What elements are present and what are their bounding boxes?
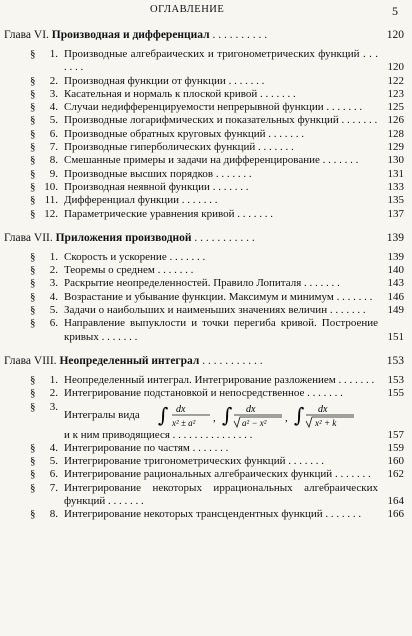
- section-sign: §: [30, 101, 36, 114]
- entry-page: 151: [387, 330, 404, 343]
- toc-entry[interactable]: [0, 442, 412, 455]
- svg-text:,: ,: [285, 411, 288, 424]
- entry-text: Случаи недифференцируемости непрерывной функции: [64, 101, 324, 114]
- entry-text: Параметрические уравнения кривой: [64, 207, 235, 220]
- toc-entry[interactable]: [0, 317, 412, 344]
- entry-text: Теоремы о среднем: [64, 264, 155, 277]
- entry-page: 133: [387, 180, 404, 193]
- entry-number: 9.: [49, 167, 58, 180]
- entry-text-wrap: Возрастание и убывание функции. Максимум и минимум . . . . . . .: [64, 290, 373, 303]
- entry-text-wrap: Неопределенный интеграл. Интегрирование разложением . . . . . . .: [64, 373, 375, 386]
- section-sign: §: [30, 250, 36, 263]
- section-sign: §: [30, 455, 36, 468]
- entry-page: 129: [387, 141, 404, 154]
- fraction-numerator: dx: [246, 403, 256, 415]
- toc-entry[interactable]: [0, 468, 412, 481]
- section-sign: §: [30, 194, 36, 207]
- section-sign: §: [30, 127, 36, 140]
- fraction-denominator: x² + k: [315, 417, 337, 428]
- toc-entry[interactable]: [0, 168, 412, 181]
- entry-number: 11.: [44, 194, 58, 207]
- section-sign: §: [30, 304, 36, 317]
- entry-page: 122: [387, 74, 404, 87]
- entry-text: Раскрытие неопределенностей. Правило Лопиталя: [64, 277, 302, 290]
- svg-text:∫: ∫: [158, 402, 169, 427]
- entry-number: 3.: [49, 400, 58, 413]
- entry-text: Задачи о наибольших и наименьших значениях величин: [64, 304, 328, 317]
- entry-text-wrap: Производные алгебраических и тригонометрических функций . . . . . . .: [64, 48, 379, 74]
- entry-text-wrap: Скорость и ускорение . . . . . . .: [64, 250, 206, 263]
- entry-number: 4.: [49, 290, 58, 303]
- entry-text-wrap: Смешанные примеры и задачи на дифференцирование . . . . . . .: [64, 154, 359, 167]
- entry-text-wrap: Теоремы о среднем . . . . . . .: [64, 264, 194, 277]
- entry-text-wrap: Производная неявной функции . . . . . . .: [64, 180, 249, 193]
- chapter-heading[interactable]: Глава VIII. Неопределенный интеграл . . . . . . . . . . . 153: [4, 354, 404, 367]
- entry-text-wrap: Интегрирование по частям . . . . . . .: [64, 441, 229, 454]
- section-sign: §: [30, 48, 36, 60]
- entry-text-wrap: Производные обратных круговых функций . . . . . . .: [64, 127, 305, 140]
- toc-entry[interactable]: [0, 374, 412, 387]
- entry-text: Производные высших порядков: [64, 167, 214, 180]
- entry-number: 4.: [49, 101, 58, 114]
- toc-entry[interactable]: [0, 264, 412, 277]
- toc-entry[interactable]: [0, 101, 412, 114]
- chapter-page: 139: [386, 231, 404, 244]
- entry-text-wrap: Интегрирование тригонометрических функций . . . . . . .: [64, 455, 324, 468]
- toc-entry[interactable]: [0, 387, 412, 400]
- entry-page: 157: [387, 428, 404, 441]
- entry-text: и к ним приводящиеся: [64, 428, 170, 441]
- formula-continuation: и к ним приводящиеся . . . . . . . . . . . . . . .: [64, 428, 253, 441]
- entry-number: 2.: [49, 74, 58, 87]
- section-sign: §: [30, 264, 36, 277]
- entry-text-wrap: Производная функции от функции . . . . . . .: [64, 74, 265, 87]
- entry-text: Интегрирование тригонометрических функций: [64, 455, 286, 468]
- toc-entry[interactable]: [0, 194, 412, 207]
- fraction-numerator: dx: [176, 403, 186, 415]
- toc-entry[interactable]: [0, 181, 412, 194]
- entry-page: 146: [387, 290, 404, 303]
- chapter-entries: [0, 48, 412, 221]
- entry-number: 6.: [49, 317, 58, 330]
- toc-entry[interactable]: [0, 75, 412, 88]
- chapter-entries: [0, 251, 412, 344]
- entry-number: 6.: [49, 127, 58, 140]
- entry-text-wrap: Направление выпуклости и точки перегиба кривой. Построение кривых . . . . . . .: [64, 317, 378, 343]
- entry-text-wrap: Производные высших порядков . . . . . . .: [64, 167, 252, 180]
- entry-text-wrap: Раскрытие неопределенностей. Правило Лопиталя . . . . . . .: [64, 277, 340, 290]
- entry-number: 7.: [49, 141, 58, 154]
- page-number: 5: [392, 4, 398, 18]
- table-of-contents: [0, 26, 412, 522]
- entry-text-wrap: Касательная и нормаль к плоской кривой . . . . . . .: [64, 87, 296, 100]
- toc-entry[interactable]: [0, 304, 412, 317]
- toc-entry[interactable]: [0, 208, 412, 221]
- entry-number: 1.: [49, 373, 58, 386]
- entry-text-wrap: Задачи о наибольших и наименьших значениях величин . . . . . . .: [64, 304, 366, 317]
- entry-page: 160: [387, 455, 404, 468]
- chapter-entries: [0, 374, 412, 401]
- toc-entry[interactable]: [0, 277, 412, 290]
- entry-page: 120: [387, 61, 404, 74]
- chapter-heading[interactable]: Глава VI. Производная и дифференциал . . . . . . . . . . 120: [4, 29, 404, 41]
- entry-page: 128: [387, 127, 404, 140]
- entry-page: 131: [387, 167, 404, 180]
- entry-text-wrap: Параметрические уравнения кривой . . . . . . .: [64, 207, 273, 220]
- entry-text-wrap: Случаи недифференцируемости непрерывной функции . . . . . . .: [64, 101, 363, 114]
- entry-text-wrap: Интегрирование подстановкой и непосредственное . . . . . . .: [64, 387, 343, 400]
- entry-page: 123: [387, 87, 404, 100]
- svg-text:∫: ∫: [222, 402, 233, 427]
- section-sign: §: [30, 468, 36, 481]
- entry-text-wrap: Интегрирование некоторых трансцендентных функций . . . . . . .: [64, 508, 362, 521]
- section-sign: §: [30, 114, 36, 127]
- section-sign: §: [30, 373, 36, 386]
- entry-page: 139: [387, 250, 404, 263]
- entry-text-wrap: Производные гиперболических функций . . . . . . .: [64, 141, 294, 154]
- section-sign: §: [30, 207, 36, 220]
- entry-text: Производная функции от функции: [64, 74, 226, 87]
- section-sign: §: [30, 387, 36, 400]
- entry-text: Производные алгебраических и тригонометрических функций: [64, 48, 360, 60]
- entry-page: 126: [387, 114, 404, 127]
- section-sign: §: [30, 290, 36, 303]
- section-sign: §: [30, 167, 36, 180]
- entry-page: 149: [387, 304, 404, 317]
- entry-text: Касательная и нормаль к плоской кривой: [64, 87, 258, 100]
- toc-entry[interactable]: [0, 114, 412, 127]
- entry-number: 5.: [49, 455, 58, 468]
- entry-number: 1.: [49, 250, 58, 263]
- section-sign: §: [30, 87, 36, 100]
- header-title: ОГЛАВЛЕНИЕ: [150, 4, 225, 15]
- entry-page: 162: [387, 468, 404, 481]
- page-header: [0, 4, 412, 20]
- entry-number: 7.: [49, 481, 58, 494]
- chapter-title: Производная и дифференциал: [51, 29, 210, 41]
- entry-page: 166: [387, 508, 404, 521]
- entry-page: 130: [387, 154, 404, 167]
- entry-text: Производные логарифмических и показательных функций: [64, 114, 339, 127]
- entry-number: 6.: [49, 468, 58, 481]
- toc-entry[interactable]: [0, 291, 412, 304]
- formula-label: Интегралы вида: [64, 408, 140, 421]
- entry-text: Скорость и ускорение: [64, 250, 167, 263]
- toc-entry[interactable]: [0, 508, 412, 521]
- entry-text-wrap: Производные логарифмических и показательных функций . . . . . . .: [64, 114, 378, 127]
- section-sign: §: [30, 481, 36, 494]
- entry-number: 10.: [44, 180, 58, 193]
- entry-number: 3.: [49, 87, 58, 100]
- chapter-label: Глава VIII.: [4, 354, 57, 367]
- chapter-label: Глава VI.: [4, 29, 49, 41]
- entry-text: Возрастание и убывание функции. Максимум и минимум: [64, 290, 334, 303]
- toc-entry[interactable]: [0, 154, 412, 167]
- integral-formulas-svg: [158, 401, 408, 431]
- toc-entry[interactable]: [0, 141, 412, 154]
- entry-number: 2.: [49, 387, 58, 400]
- entry-text: Интегрирование по частям: [64, 441, 190, 454]
- section-sign: §: [30, 141, 36, 154]
- entry-page: 155: [387, 387, 404, 400]
- toc-entry[interactable]: [0, 455, 412, 468]
- chapter-label: Глава VII.: [4, 231, 53, 244]
- entry-text-wrap: Интегрирование некоторых иррациональных алгебраических функций . . . . . . .: [64, 481, 378, 508]
- entry-page: 125: [387, 101, 404, 114]
- entry-page: 140: [387, 264, 404, 277]
- entry-text: Направление выпуклости и точки перегиба кривой. Построение кривых: [64, 317, 378, 343]
- svg-text:,: ,: [213, 411, 216, 424]
- entry-page: 143: [387, 277, 404, 290]
- entry-number: 5.: [49, 114, 58, 127]
- fraction-denominator: a² − x²: [242, 417, 267, 428]
- section-sign: §: [30, 154, 36, 167]
- entry-number: 1.: [49, 48, 58, 60]
- entry-page: 164: [387, 495, 404, 508]
- entry-number: 8.: [49, 154, 58, 167]
- chapter-page: 153: [386, 354, 404, 367]
- fraction-denominator: x² ± a²: [172, 417, 196, 428]
- entry-text: Смешанные примеры и задачи на дифференцирование: [64, 154, 320, 167]
- toc-entry[interactable]: [0, 251, 412, 264]
- toc-entry[interactable]: [0, 88, 412, 101]
- entry-page: 135: [387, 194, 404, 207]
- integral-formulas: [64, 401, 412, 431]
- section-sign: §: [30, 441, 36, 454]
- svg-text:∫: ∫: [294, 402, 305, 427]
- entry-page: 137: [387, 207, 404, 220]
- entry-text: Интегрирование рациональных алгебраических функций: [64, 468, 333, 481]
- entry-text-wrap: Интегрирование рациональных алгебраических функций . . . . . . .: [64, 468, 371, 481]
- entry-text: Дифференциал функции: [64, 194, 179, 207]
- entry-text: Производные гиперболических функций: [64, 141, 256, 154]
- chapter-heading[interactable]: Глава VII. Приложения производной . . . . . . . . . . . 139: [4, 231, 404, 244]
- entry-text: Интегрирование некоторых трансцендентных функций: [64, 508, 323, 521]
- section-sign: §: [30, 74, 36, 87]
- section-sign: §: [30, 317, 36, 330]
- chapter-entries: [0, 442, 412, 522]
- entry-page: 153: [387, 373, 404, 386]
- entry-text-wrap: Дифференциал функции . . . . . . .: [64, 194, 218, 207]
- chapter-page: 120: [386, 29, 404, 41]
- entry-text: Неопределенный интеграл. Интегрирование разложением: [64, 373, 336, 386]
- section-sign: §: [30, 180, 36, 193]
- entry-text: Интегрирование некоторых иррациональных алгебраических функций: [64, 481, 378, 508]
- entry-number: 4.: [49, 441, 58, 454]
- section-sign: §: [30, 400, 36, 413]
- entry-number: 5.: [49, 304, 58, 317]
- chapter-title: Неопределенный интеграл: [59, 354, 200, 367]
- entry-number: 2.: [49, 264, 58, 277]
- chapter-title: Приложения производной: [55, 231, 192, 244]
- fraction-numerator: dx: [318, 403, 328, 415]
- entry-number: 12.: [44, 207, 58, 220]
- entry-text: Интегрирование подстановкой и непосредственное: [64, 387, 305, 400]
- toc-entry-formula[interactable]: [0, 401, 412, 442]
- toc-entry[interactable]: [0, 128, 412, 141]
- entry-text: Производная неявной функции: [64, 180, 210, 193]
- entry-number: 8.: [49, 508, 58, 521]
- entry-page: 159: [387, 441, 404, 454]
- section-sign: §: [30, 508, 36, 521]
- toc-entry[interactable]: [0, 482, 412, 509]
- section-sign: §: [30, 277, 36, 290]
- toc-entry[interactable]: [0, 48, 412, 75]
- entry-text: Производные обратных круговых функций: [64, 127, 266, 140]
- entry-number: 3.: [49, 277, 58, 290]
